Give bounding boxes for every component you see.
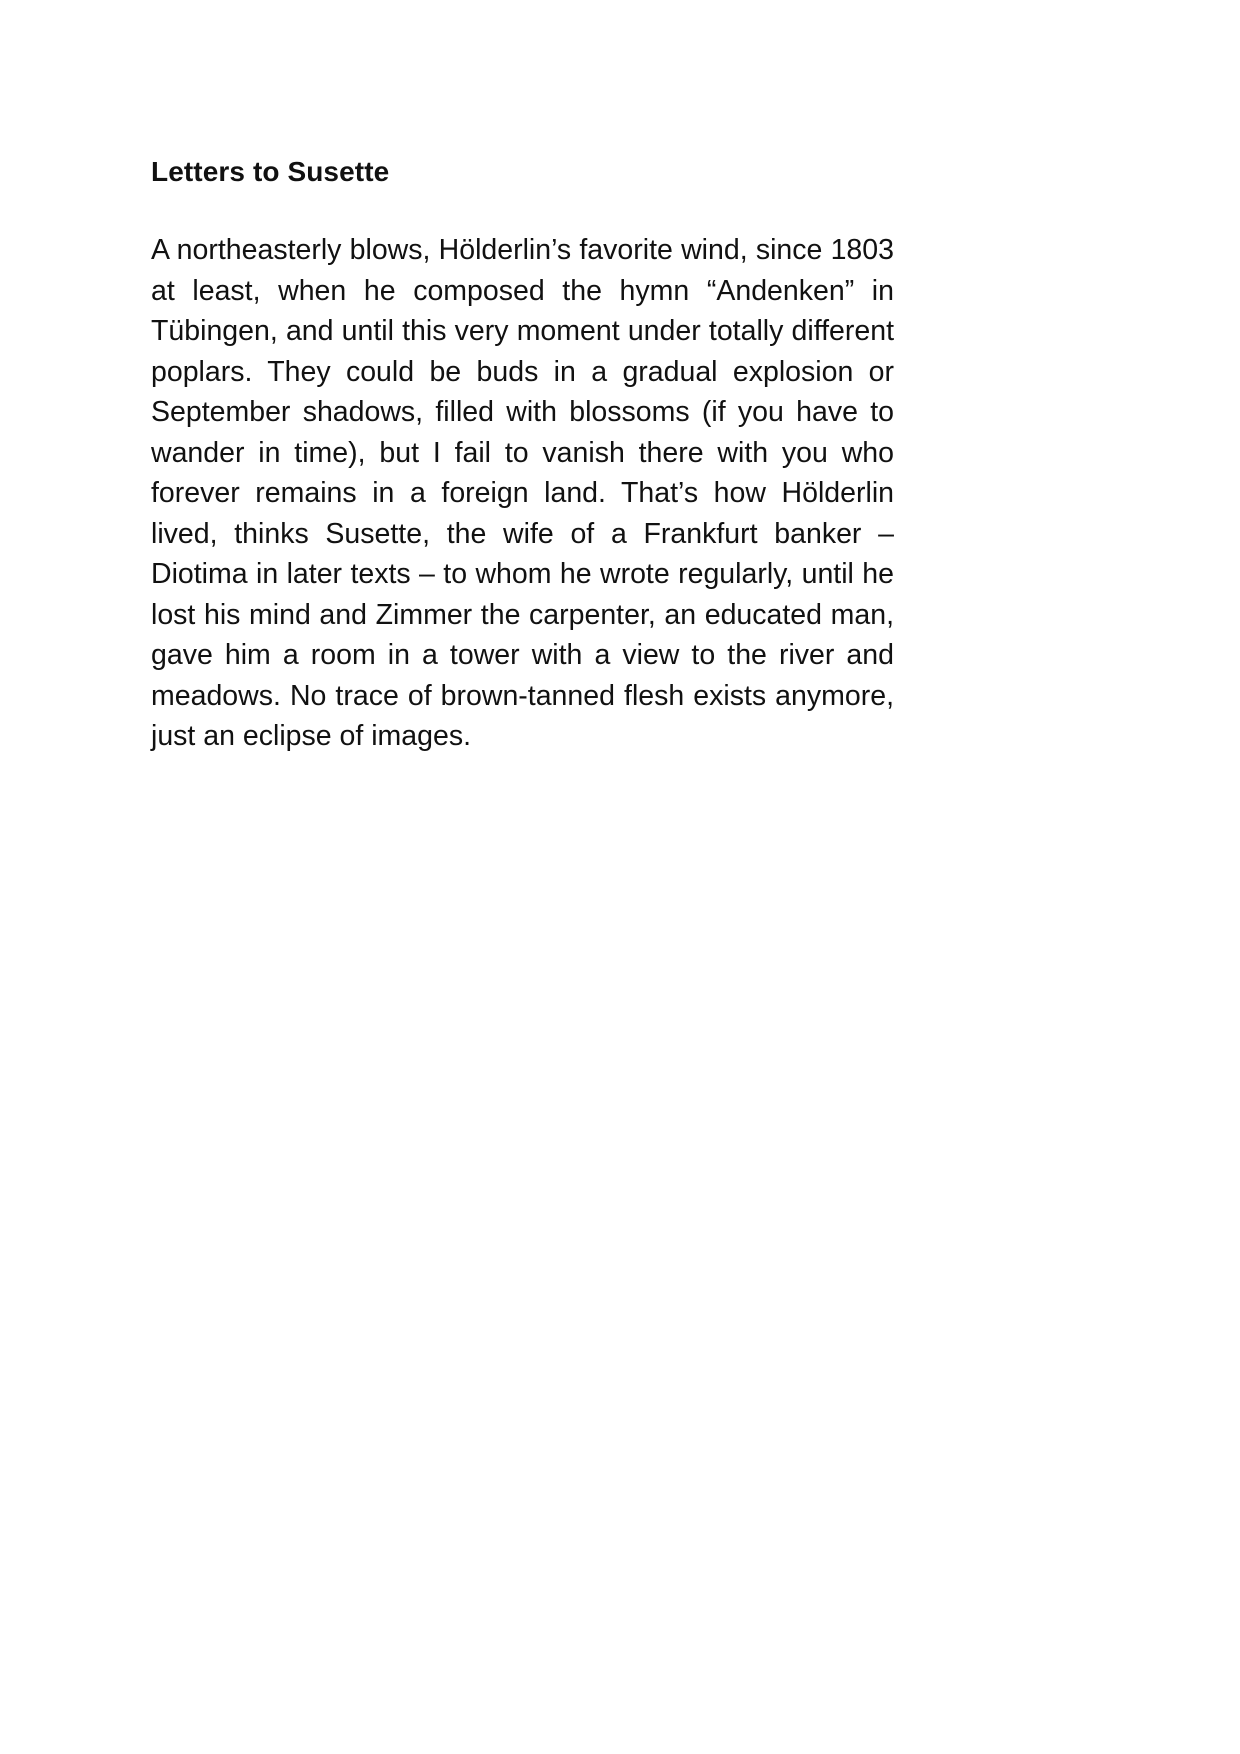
document-title: Letters to Susette bbox=[151, 156, 390, 187]
body-paragraph: A northeasterly blows, Hölderlin’s favorite wind, since 1803 at least, when he composed the hymn “Andenken” in Tübingen, and until this very moment under totally different poplars. They could be buds in a gradual explosion or September shadows, filled with blossoms (if you have to wander in time), but I fail to vanish there with you who forever remains in a foreign land. That’s how Hölderlin lived, thinks Susette, the wife of a Frankfurt banker – Diotima in later texts – to whom he wrote regularly, until he lost his mind and Zimmer the carpenter, an educated man, gave him a room in a tower with a view to the river and meadows. No trace of brown-tanned flesh exists anymore, just an eclipse of images. bbox=[151, 234, 894, 752]
document-content bbox=[151, 152, 894, 757]
